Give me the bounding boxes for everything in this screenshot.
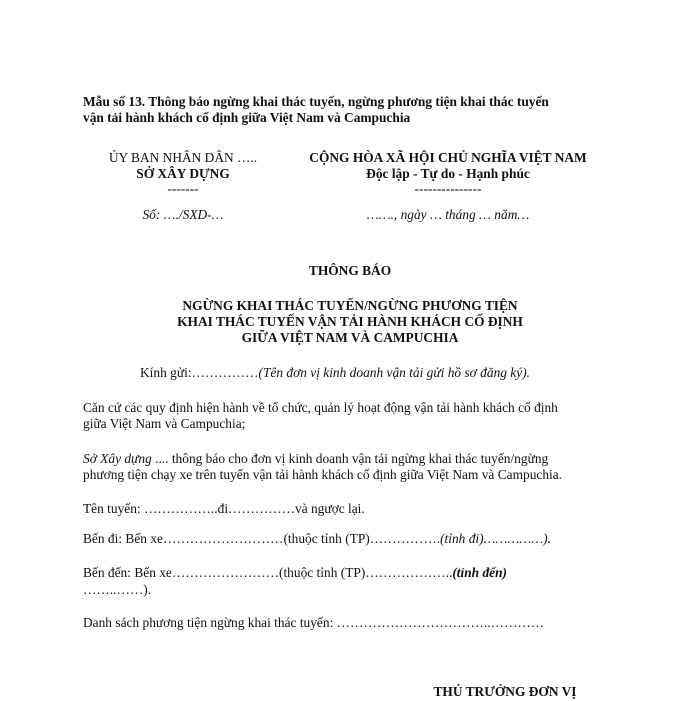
issuing-authority: ỦY BAN NHÂN DÂN …..	[108, 150, 258, 165]
form-title-line-2: vận tải hành khách cố định giữa Việt Nam và Campuchia	[83, 110, 411, 125]
departure-line	[83, 530, 551, 548]
recipient-note: (Tên đơn vị kinh doanh vận tải gửi hồ sơ đăng ký).	[258, 365, 530, 380]
right-header-divider: ---------------	[414, 181, 482, 196]
arrival-note: (tỉnh đến)	[452, 565, 508, 580]
departure-note: (tỉnh đi)……………).	[440, 531, 551, 546]
recipient-label: Kính gửi:……………	[140, 365, 259, 380]
basis-line-1: Căn cứ các quy định hiện hành về tổ chức, quản lý hoạt động vận tải hành khách cố định	[83, 400, 558, 415]
national-motto: Độc lập - Tự do - Hạnh phúc	[366, 166, 530, 181]
arrival-line	[83, 564, 507, 582]
subject-line-2: KHAI THÁC TUYẾN VẬN TẢI HÀNH KHÁCH CỐ ĐỊNH	[177, 314, 523, 329]
route-line: Tên tuyến: ……………..đi……………và ngược lại.	[83, 501, 365, 516]
arrival-continuation: ……..……).	[83, 582, 152, 597]
announcement-department: Sở Xây dựng	[83, 451, 152, 466]
national-title: CỘNG HÒA XÃ HỘI CHỦ NGHĨA VIỆT NAM	[309, 150, 587, 165]
issuing-department: SỞ XÂY DỰNG	[136, 166, 230, 181]
document-date: ……., ngày … tháng … năm…	[366, 207, 530, 222]
announcement-line-2: phương tiện chạy xe trên tuyến vận tải hành khách cố định giữa Việt Nam và Campuchia.	[83, 467, 563, 482]
recipient-line	[140, 364, 530, 382]
subject-line-1: NGỪNG KHAI THÁC TUYẾN/NGỪNG PHƯƠNG TIỆN	[182, 298, 518, 313]
departure-text: Bến đi: Bến xe………………………(thuộc tỉnh (TP)…………….	[83, 531, 441, 546]
announcement-text: .... thông báo cho đơn vị kinh doanh vận tải ngừng khai thác tuyến/ngừng	[151, 451, 549, 466]
document-type: THÔNG BÁO	[308, 263, 392, 278]
signature-title: THỦ TRƯỞNG ĐƠN VỊ	[433, 684, 577, 699]
arrival-text: Bến đến: Bến xe……………………(thuộc tỉnh (TP)………………..	[83, 565, 453, 580]
vehicle-list-line: Danh sách phương tiện ngừng khai thác tuyến: ……………………………..…………	[83, 615, 545, 630]
basis-line-2: giữa Việt Nam và Campuchia;	[83, 416, 246, 431]
left-header-divider: -------	[167, 181, 199, 196]
form-title-line-1: Mẫu số 13. Thông báo ngừng khai thác tuyến, ngừng phương tiện khai thác tuyến	[83, 94, 549, 109]
document-number: Số: …./SXD-…	[142, 207, 224, 222]
subject-line-3: GIỮA VIỆT NAM VÀ CAMPUCHIA	[241, 330, 459, 345]
